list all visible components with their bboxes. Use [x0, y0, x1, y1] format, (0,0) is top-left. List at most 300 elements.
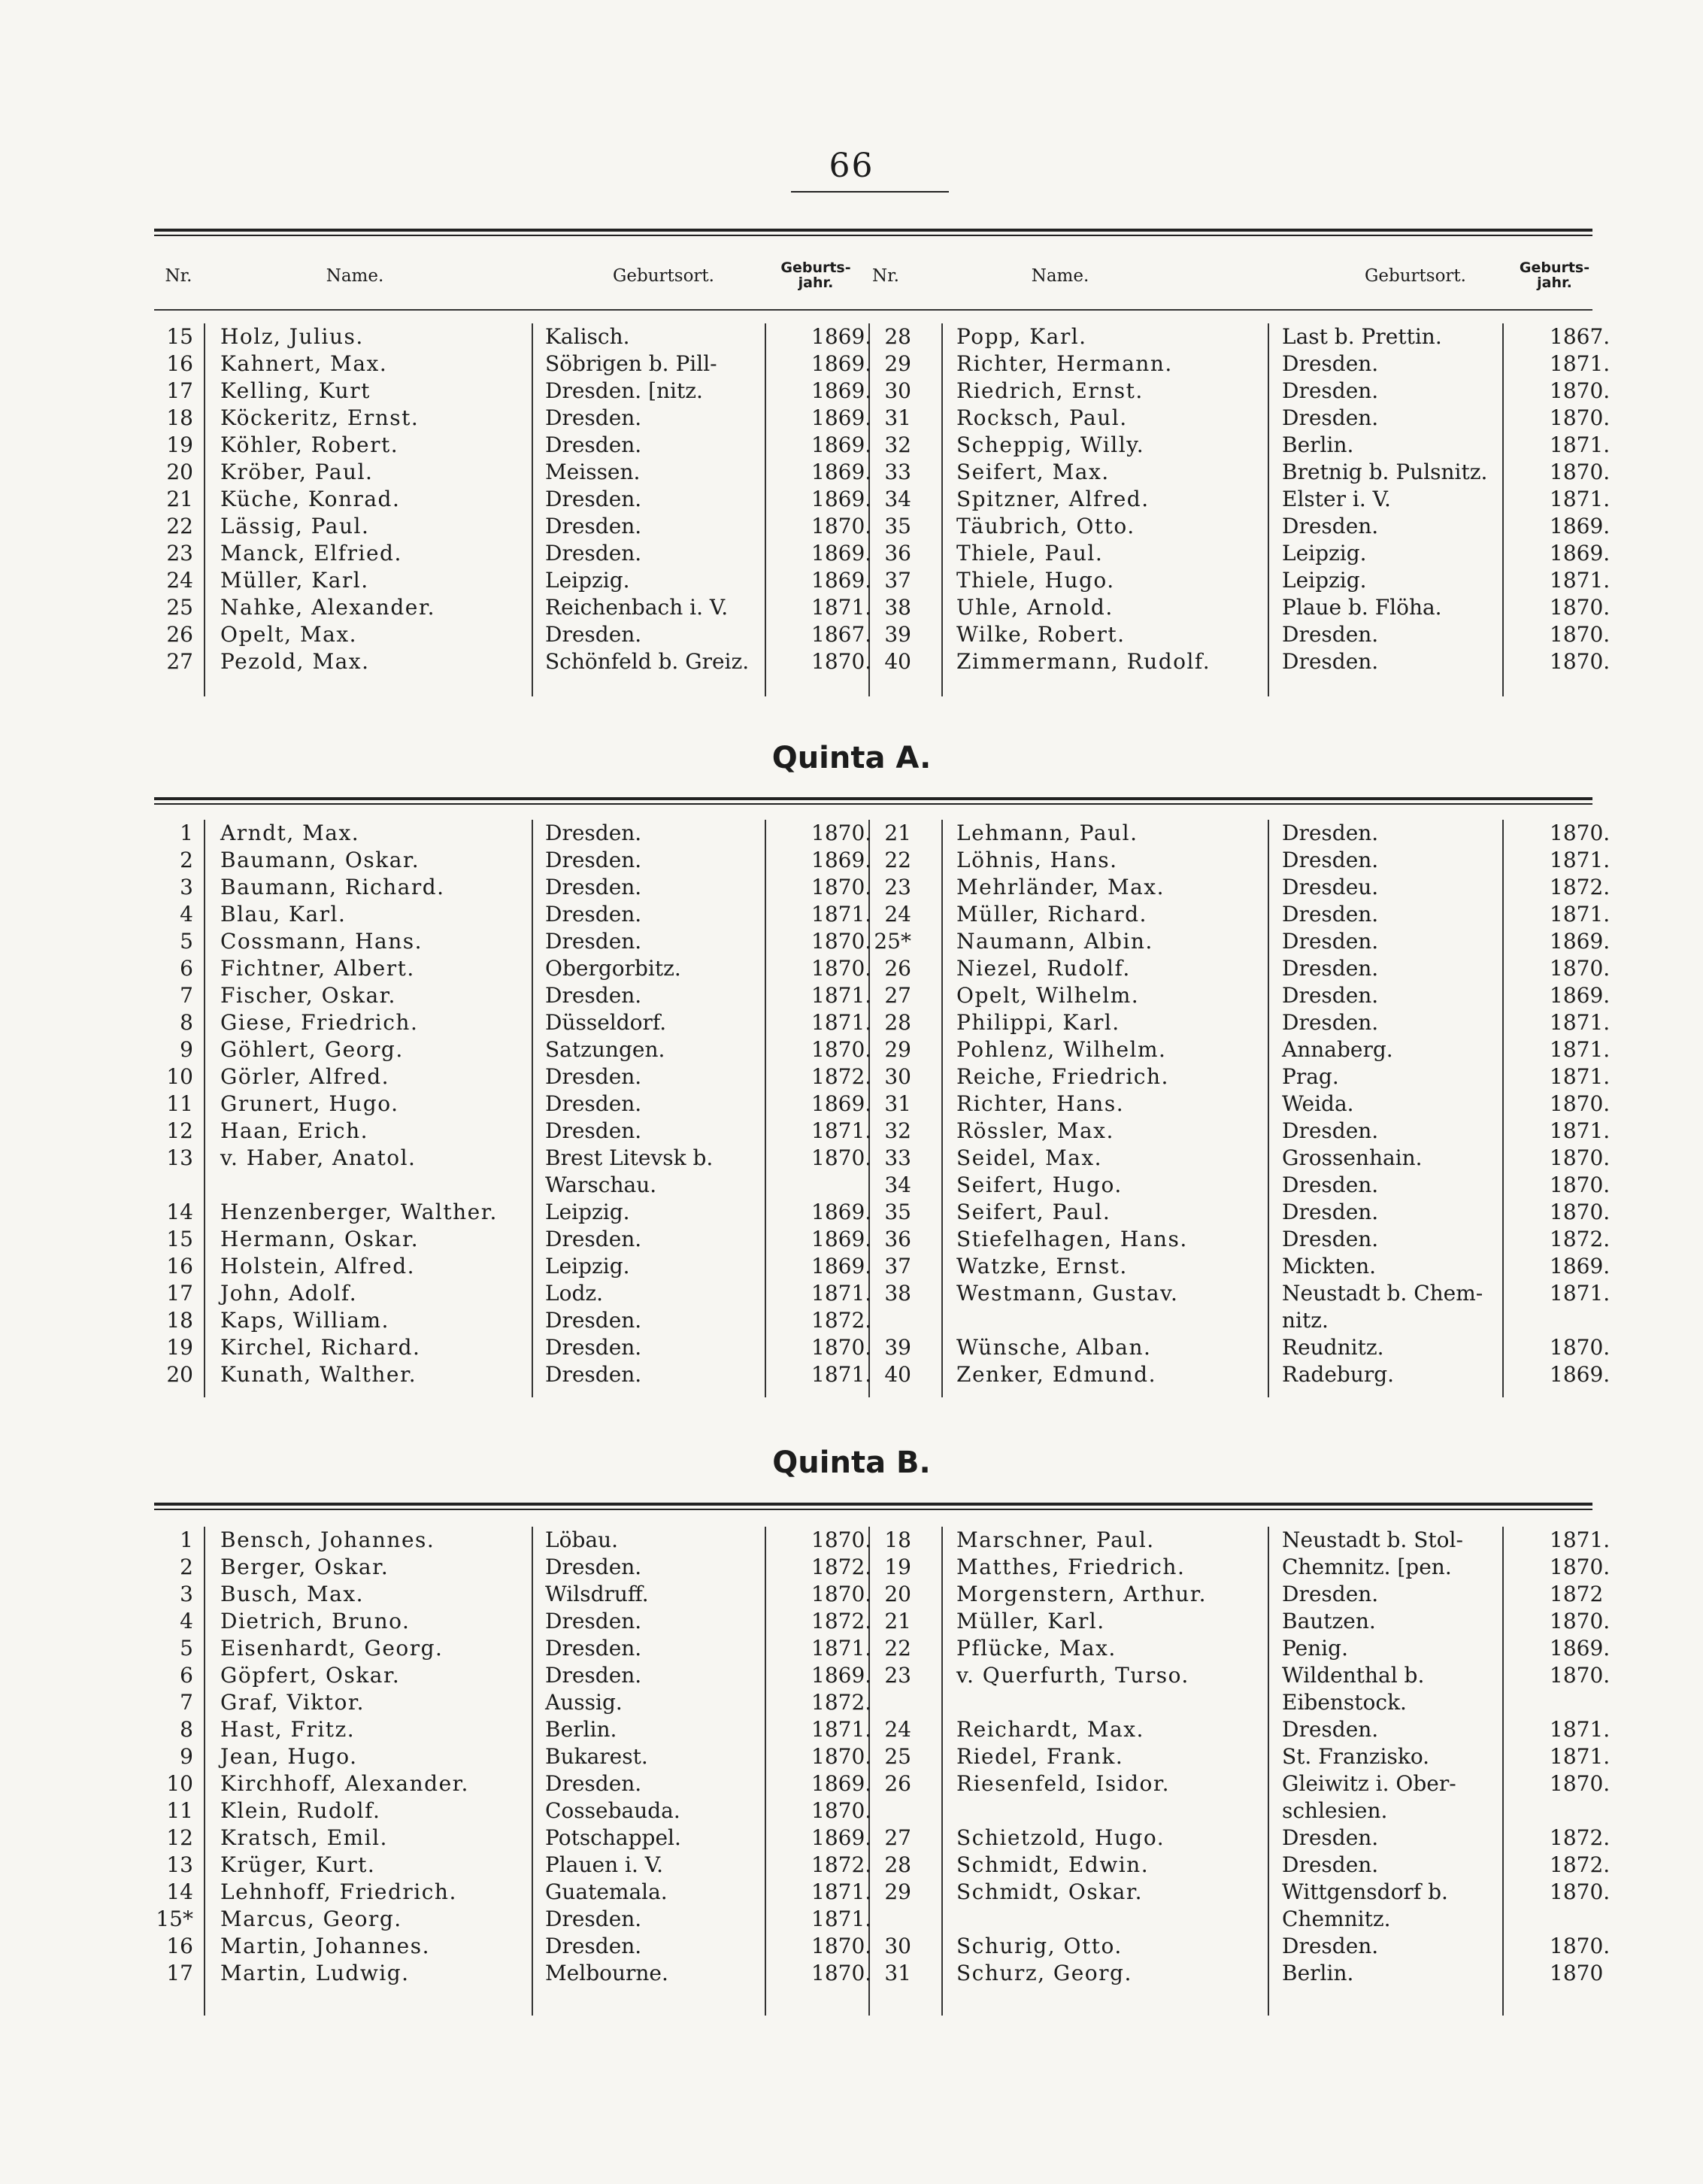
left-year-cell: 1872.	[811, 1609, 872, 1633]
left-nr-cell: 27	[166, 649, 193, 674]
right-nr-cell: 30	[884, 1934, 911, 1958]
left-name-cell: Nahke, Alexander.	[220, 595, 436, 620]
left-nr-cell: 18	[166, 1308, 193, 1333]
table-row	[154, 567, 1611, 594]
right-name-cell: Popp, Karl.	[956, 324, 1087, 349]
right-name-cell: Schmidt, Edwin.	[956, 1852, 1150, 1877]
table-row	[154, 874, 1611, 901]
left-year-cell: 1870.	[811, 1527, 872, 1552]
left-nr-cell: 16	[166, 1934, 193, 1958]
table-row	[154, 1689, 1592, 1716]
right-place-cell: Dresden.	[1282, 1582, 1379, 1606]
left-place-cell: Dresden.	[545, 1091, 642, 1116]
table-row	[154, 1933, 1611, 1960]
left-name-cell: Cossmann, Hans.	[220, 929, 423, 954]
header-name-right: Name.	[1031, 265, 1089, 286]
right-year-cell: 1871.	[1550, 1281, 1611, 1306]
table-row	[154, 459, 1611, 486]
left-name-cell: Klein, Rudolf.	[220, 1798, 381, 1823]
left-name-cell: Kaps, William.	[220, 1308, 389, 1333]
left-nr-cell: 16	[166, 351, 193, 376]
left-name-cell: Giese, Friedrich.	[220, 1010, 419, 1035]
right-year-cell: 1870.	[1550, 1934, 1611, 1958]
left-nr-cell: 17	[166, 378, 193, 403]
right-name-cell: Seidel, Max.	[956, 1145, 1103, 1170]
right-year-cell: 1870.	[1550, 649, 1611, 674]
table-row	[154, 1770, 1611, 1797]
left-year-cell: 1870.	[811, 1335, 872, 1360]
right-nr-cell: 23	[884, 875, 911, 899]
right-nr-cell: 24	[884, 902, 911, 927]
right-place-cell: Dresden.	[1282, 902, 1379, 927]
left-year-cell: 1872.	[811, 1852, 872, 1877]
left-name-cell: Eisenhardt, Georg.	[220, 1636, 444, 1661]
right-place-cell: Dresden.	[1282, 956, 1379, 981]
left-place-cell: Bukarest.	[545, 1744, 648, 1769]
right-year-cell: 1871.	[1550, 848, 1611, 872]
table-row	[154, 1581, 1604, 1608]
header-nr-left: Nr.	[165, 265, 192, 286]
left-nr-cell: 4	[180, 902, 193, 927]
right-nr-cell: 24	[884, 1717, 911, 1742]
left-place-cell: Potschappel.	[545, 1825, 681, 1850]
right-place-cell: Dresdeu.	[1282, 875, 1379, 899]
right-place-cell: Chemnitz. [pen.	[1282, 1555, 1452, 1579]
right-nr-cell: 37	[884, 1254, 911, 1279]
right-name-cell: Opelt, Wilhelm.	[956, 983, 1140, 1008]
table-row	[154, 378, 1611, 405]
right-place-cell: Grossenhain.	[1282, 1145, 1423, 1170]
left-name-cell: Opelt, Max.	[220, 622, 358, 647]
right-name-cell: Richter, Hermann.	[956, 351, 1173, 376]
header-birthplace-right: Geburtsort.	[1365, 265, 1466, 286]
left-place-cell: Aussig.	[545, 1690, 623, 1715]
left-year-cell: 1869.	[811, 487, 872, 511]
left-place-cell: Schönfeld b. Greiz.	[545, 649, 750, 674]
header-nr-right: Nr.	[872, 265, 899, 286]
right-name-cell: Thiele, Hugo.	[956, 568, 1115, 593]
right-nr-cell: 21	[884, 1609, 911, 1633]
left-name-cell: Göhlert, Georg.	[220, 1037, 404, 1062]
left-place-cell: Wilsdruff.	[545, 1582, 649, 1606]
table-row	[154, 1852, 1611, 1879]
right-name-cell: Schurz, Georg.	[956, 1961, 1132, 1985]
left-place-cell: Warschau.	[545, 1172, 657, 1197]
left-nr-cell: 13	[166, 1145, 193, 1170]
left-nr-cell: 11	[166, 1091, 193, 1116]
table-header	[154, 247, 1592, 305]
right-nr-cell: 38	[884, 595, 911, 620]
left-year-cell: 1869.	[811, 1825, 872, 1850]
table-row	[154, 594, 1611, 621]
left-name-cell: Hast, Fritz.	[220, 1717, 356, 1742]
right-name-cell: Reiche, Friedrich.	[956, 1064, 1169, 1089]
left-place-cell: Dresden. [nitz.	[545, 378, 703, 403]
left-year-cell: 1870.	[811, 929, 872, 954]
left-year-cell: 1869.	[811, 378, 872, 403]
left-nr-cell: 16	[166, 1254, 193, 1279]
left-year-cell: 1869.	[811, 351, 872, 376]
right-nr-cell: 22	[884, 1636, 911, 1661]
right-place-cell: Penig.	[1282, 1636, 1348, 1661]
left-nr-cell: 7	[180, 983, 193, 1008]
right-nr-cell: 31	[884, 1091, 911, 1116]
right-year-cell: 1870.	[1550, 378, 1611, 403]
table-row	[154, 820, 1611, 847]
table-row	[154, 1906, 1592, 1933]
left-place-cell: Dresden.	[545, 1906, 642, 1931]
right-year-cell: 1870.	[1550, 1771, 1611, 1796]
section-title-quinta-a: Quinta A.	[771, 741, 932, 775]
right-nr-cell: 29	[884, 351, 911, 376]
table-row	[154, 513, 1611, 540]
right-name-cell: Reichardt, Max.	[956, 1717, 1144, 1742]
left-name-cell: Fichtner, Albert.	[220, 956, 415, 981]
right-name-cell: Mehrländer, Max.	[956, 875, 1165, 899]
table-row	[154, 1825, 1611, 1852]
right-nr-cell: 38	[884, 1281, 911, 1306]
left-name-cell: Bensch, Johannes.	[220, 1527, 435, 1552]
right-nr-cell: 19	[884, 1555, 911, 1579]
table-row	[154, 1743, 1611, 1770]
left-nr-cell: 5	[180, 1636, 193, 1661]
header-name-left: Name.	[326, 265, 384, 286]
right-nr-cell: 22	[884, 848, 911, 872]
left-year-cell: 1871.	[811, 1118, 872, 1143]
right-nr-cell: 33	[884, 1145, 911, 1170]
right-year-cell: 1870.	[1550, 622, 1611, 647]
left-name-cell: Kirchel, Richard.	[220, 1335, 421, 1360]
right-place-cell: Last b. Prettin.	[1282, 324, 1442, 349]
left-nr-cell: 17	[166, 1281, 193, 1306]
left-year-cell: 1869.	[811, 1254, 872, 1279]
left-nr-cell: 12	[166, 1825, 193, 1850]
left-place-cell: Berlin.	[545, 1717, 617, 1742]
table-row	[154, 1716, 1611, 1743]
right-nr-cell: 29	[884, 1037, 911, 1062]
section-0-rows	[154, 323, 1611, 675]
right-nr-cell: 25*	[874, 929, 911, 954]
right-year-cell: 1872.	[1550, 1852, 1611, 1877]
right-year-cell: 1871.	[1550, 487, 1611, 511]
left-year-cell: 1870.	[811, 1961, 872, 1985]
header-birthplace-left: Geburtsort.	[613, 265, 714, 286]
right-place-cell: Dresden.	[1282, 405, 1379, 430]
right-nr-cell: 39	[884, 622, 911, 647]
left-nr-cell: 3	[180, 875, 193, 899]
left-nr-cell: 19	[166, 1335, 193, 1360]
right-name-cell: Riedel, Frank.	[956, 1744, 1124, 1769]
left-year-cell: 1870.	[811, 1145, 872, 1170]
table-row	[154, 1172, 1611, 1199]
left-year-cell: 1871.	[811, 1362, 872, 1387]
right-name-cell: Schietzold, Hugo.	[956, 1825, 1165, 1850]
right-place-cell: Berlin.	[1282, 432, 1354, 457]
right-place-cell: Leipzig.	[1282, 568, 1367, 593]
right-nr-cell: 35	[884, 514, 911, 538]
table-row	[154, 1063, 1611, 1090]
right-nr-cell: 27	[884, 983, 911, 1008]
right-place-cell: Dresden.	[1282, 514, 1379, 538]
left-nr-cell: 15	[166, 324, 193, 349]
right-place-cell: Dresden.	[1282, 1717, 1379, 1742]
right-nr-cell: 32	[884, 1118, 911, 1143]
left-name-cell: Hermann, Oskar.	[220, 1227, 420, 1251]
right-place-cell: Dresden.	[1282, 983, 1379, 1008]
right-year-cell: 1871.	[1550, 1744, 1611, 1769]
left-name-cell: Küche, Konrad.	[220, 487, 401, 511]
table-row	[154, 540, 1611, 567]
left-nr-cell: 23	[166, 541, 193, 566]
left-nr-cell: 12	[166, 1118, 193, 1143]
left-nr-cell: 2	[180, 848, 193, 872]
right-name-cell: Rössler, Max.	[956, 1118, 1114, 1143]
right-nr-cell: 25	[884, 1744, 911, 1769]
right-nr-cell: 37	[884, 568, 911, 593]
left-year-cell: 1869.	[811, 460, 872, 484]
right-nr-cell: 28	[884, 1852, 911, 1877]
left-name-cell: Kirchhoff, Alexander.	[220, 1771, 469, 1796]
table-row	[154, 1036, 1611, 1063]
right-name-cell: Westmann, Gustav.	[956, 1281, 1179, 1306]
left-name-cell: Baumann, Richard.	[220, 875, 445, 899]
left-name-cell: Görler, Alfred.	[220, 1064, 390, 1089]
left-name-cell: Kunath, Walther.	[220, 1362, 417, 1387]
right-place-cell: Wittgensdorf b.	[1282, 1879, 1448, 1904]
right-year-cell: 1871.	[1550, 1010, 1611, 1035]
left-name-cell: Kröber, Paul.	[220, 460, 374, 484]
left-nr-cell: 1	[180, 1527, 193, 1552]
right-place-cell: Berlin.	[1282, 1961, 1354, 1985]
right-nr-cell: 21	[884, 821, 911, 845]
left-year-cell: 1869.	[811, 432, 872, 457]
left-year-cell: 1869.	[811, 1200, 872, 1224]
left-place-cell: Dresden.	[545, 405, 642, 430]
right-nr-cell: 33	[884, 460, 911, 484]
left-year-cell: 1871.	[811, 1636, 872, 1661]
right-place-cell: Bautzen.	[1282, 1609, 1376, 1633]
table-row	[154, 1797, 1592, 1825]
table-row	[154, 955, 1611, 982]
left-year-cell: 1872.	[811, 1308, 872, 1333]
left-year-cell: 1871.	[811, 983, 872, 1008]
header-year-left: Geburts- jahr.	[780, 259, 851, 291]
left-year-cell: 1872.	[811, 1690, 872, 1715]
right-name-cell: Stiefelhagen, Hans.	[956, 1227, 1188, 1251]
quinta-a-rule	[154, 797, 1592, 805]
right-name-cell: Schurig, Otto.	[956, 1934, 1123, 1958]
left-nr-cell: 7	[180, 1690, 193, 1715]
section-quinta-b	[154, 1527, 1611, 2016]
right-name-cell: v. Querfurth, Turso.	[956, 1663, 1189, 1688]
left-name-cell: Müller, Karl.	[220, 568, 369, 593]
left-year-cell: 1871.	[811, 595, 872, 620]
top-double-rule	[154, 229, 1592, 236]
left-year-cell: 1869.	[811, 1091, 872, 1116]
left-name-cell: Göpfert, Oskar.	[220, 1663, 401, 1688]
left-place-cell: Dresden.	[545, 622, 642, 647]
left-place-cell: Brest Litevsk b.	[545, 1145, 714, 1170]
left-place-cell: Dresden.	[545, 983, 642, 1008]
right-nr-cell: 28	[884, 1010, 911, 1035]
left-nr-cell: 4	[180, 1609, 193, 1633]
right-nr-cell: 26	[884, 956, 911, 981]
right-name-cell: Schmidt, Oskar.	[956, 1879, 1144, 1904]
right-year-cell: 1870.	[1550, 405, 1611, 430]
left-nr-cell: 18	[166, 405, 193, 430]
right-place-cell: Dresden.	[1282, 929, 1379, 954]
left-nr-cell: 20	[166, 460, 193, 484]
left-name-cell: Kratsch, Emil.	[220, 1825, 388, 1850]
left-name-cell: Pezold, Max.	[220, 649, 370, 674]
left-nr-cell: 9	[180, 1037, 193, 1062]
left-nr-cell: 17	[166, 1961, 193, 1985]
right-place-cell: Dresden.	[1282, 1010, 1379, 1035]
right-nr-cell: 20	[884, 1582, 911, 1606]
left-nr-cell: 15	[166, 1227, 193, 1251]
header-year-right: Geburts- jahr.	[1519, 259, 1590, 291]
section-quinta-a	[154, 820, 1611, 1397]
right-place-cell: Prag.	[1282, 1064, 1339, 1089]
table-row	[154, 405, 1611, 432]
right-nr-cell: 18	[884, 1527, 911, 1552]
left-name-cell: Kelling, Kurt	[220, 378, 371, 403]
left-place-cell: Melbourne.	[545, 1961, 668, 1985]
right-name-cell: Rocksch, Paul.	[956, 405, 1128, 430]
left-place-cell: Dresden.	[545, 1227, 642, 1251]
right-year-cell: 1870.	[1550, 1879, 1611, 1904]
left-place-cell: Dresden.	[545, 1934, 642, 1958]
table-row	[154, 1662, 1611, 1689]
left-name-cell: Krüger, Kurt.	[220, 1852, 376, 1877]
left-name-cell: Manck, Elfried.	[220, 541, 402, 566]
right-name-cell: Thiele, Paul.	[956, 541, 1104, 566]
right-name-cell: Zenker, Edmund.	[956, 1362, 1157, 1387]
left-name-cell: Haan, Erich.	[220, 1118, 369, 1143]
right-year-cell: 1872	[1550, 1582, 1604, 1606]
right-name-cell: Marschner, Paul.	[956, 1527, 1155, 1552]
left-nr-cell: 10	[166, 1064, 193, 1089]
right-year-cell: 1870.	[1550, 1609, 1611, 1633]
right-year-cell: 1869.	[1550, 1636, 1611, 1661]
left-year-cell: 1870.	[811, 514, 872, 538]
right-year-cell: 1871.	[1550, 1717, 1611, 1742]
left-year-cell: 1871.	[811, 1906, 872, 1931]
left-nr-cell: 22	[166, 514, 193, 538]
right-nr-cell: 29	[884, 1879, 911, 1904]
left-place-cell: Plauen i. V.	[545, 1852, 664, 1877]
section-continued	[154, 323, 1611, 696]
right-place-cell: Wildenthal b.	[1282, 1663, 1425, 1688]
table-row	[154, 1009, 1611, 1036]
left-year-cell: 1869.	[811, 405, 872, 430]
left-name-cell: Henzenberger, Walther.	[220, 1200, 498, 1224]
right-year-cell: 1870	[1550, 1961, 1604, 1985]
left-nr-cell: 15*	[156, 1906, 193, 1931]
table-row	[154, 1361, 1611, 1388]
right-year-cell: 1872.	[1550, 875, 1611, 899]
left-name-cell: Grunert, Hugo.	[220, 1091, 399, 1116]
right-name-cell: Zimmermann, Rudolf.	[956, 649, 1211, 674]
left-year-cell: 1870.	[811, 1582, 872, 1606]
right-name-cell: Müller, Karl.	[956, 1609, 1105, 1633]
left-name-cell: Graf, Viktor.	[220, 1690, 365, 1715]
left-nr-cell: 9	[180, 1744, 193, 1769]
right-name-cell: Löhnis, Hans.	[956, 848, 1118, 872]
right-name-cell: Riesenfeld, Isidor.	[956, 1771, 1171, 1796]
right-name-cell: Philippi, Karl.	[956, 1010, 1120, 1035]
right-name-cell: Seifert, Hugo.	[956, 1172, 1123, 1197]
right-year-cell: 1870.	[1550, 1663, 1611, 1688]
left-name-cell: Berger, Oskar.	[220, 1555, 389, 1579]
table-row	[154, 1145, 1611, 1172]
table-row	[154, 1608, 1611, 1635]
right-nr-cell: 36	[884, 541, 911, 566]
right-place-cell: Dresden.	[1282, 1934, 1379, 1958]
right-place-cell: Radeburg.	[1282, 1362, 1395, 1387]
left-place-cell: Dresden.	[545, 1771, 642, 1796]
left-place-cell: Dresden.	[545, 875, 642, 899]
left-place-cell: Obergorbitz.	[545, 956, 681, 981]
right-nr-cell: 27	[884, 1825, 911, 1850]
right-place-cell: Weida.	[1282, 1091, 1354, 1116]
right-year-cell: 1871.	[1550, 1527, 1611, 1552]
left-year-cell: 1870.	[811, 1798, 872, 1823]
table-row	[154, 648, 1611, 675]
right-place-cell: Dresden.	[1282, 848, 1379, 872]
left-place-cell: Dresden.	[545, 514, 642, 538]
left-year-cell: 1870.	[811, 1744, 872, 1769]
left-year-cell: 1869.	[811, 324, 872, 349]
right-place-cell: Dresden.	[1282, 1825, 1379, 1850]
page-number-rule	[791, 191, 949, 193]
left-year-cell: 1871.	[811, 902, 872, 927]
left-place-cell: Dresden.	[545, 1663, 642, 1688]
right-place-cell: Dresden.	[1282, 1172, 1379, 1197]
left-year-cell: 1870.	[811, 875, 872, 899]
left-place-cell: Dresden.	[545, 848, 642, 872]
table-row	[154, 1307, 1592, 1334]
left-place-cell: Löbau.	[545, 1527, 619, 1552]
right-year-cell: 1871.	[1550, 1118, 1611, 1143]
left-place-cell: Düsseldorf.	[545, 1010, 667, 1035]
right-place-cell: Neustadt b. Chem-	[1282, 1281, 1483, 1306]
right-nr-cell: 40	[884, 1362, 911, 1387]
right-year-cell: 1869.	[1550, 1254, 1611, 1279]
right-nr-cell: 35	[884, 1200, 911, 1224]
right-name-cell: Uhle, Arnold.	[956, 595, 1114, 620]
right-place-cell: Chemnitz.	[1282, 1906, 1391, 1931]
right-year-cell: 1871.	[1550, 432, 1611, 457]
right-year-cell: 1867.	[1550, 324, 1611, 349]
right-nr-cell: 31	[884, 405, 911, 430]
right-year-cell: 1870.	[1550, 821, 1611, 845]
right-name-cell: Täubrich, Otto.	[956, 514, 1135, 538]
right-name-cell: Naumann, Albin.	[956, 929, 1153, 954]
left-place-cell: Dresden.	[545, 1335, 642, 1360]
left-year-cell: 1870.	[811, 821, 872, 845]
right-year-cell: 1870.	[1550, 1335, 1611, 1360]
table-row	[154, 1960, 1604, 1987]
left-nr-cell: 8	[180, 1717, 193, 1742]
left-nr-cell: 3	[180, 1582, 193, 1606]
left-nr-cell: 26	[166, 622, 193, 647]
right-place-cell: Dresden.	[1282, 1852, 1379, 1877]
table-row	[154, 1090, 1611, 1118]
right-name-cell: Niezel, Rudolf.	[956, 956, 1131, 981]
left-name-cell: Marcus, Georg.	[220, 1906, 402, 1931]
right-year-cell: 1870.	[1550, 1091, 1611, 1116]
